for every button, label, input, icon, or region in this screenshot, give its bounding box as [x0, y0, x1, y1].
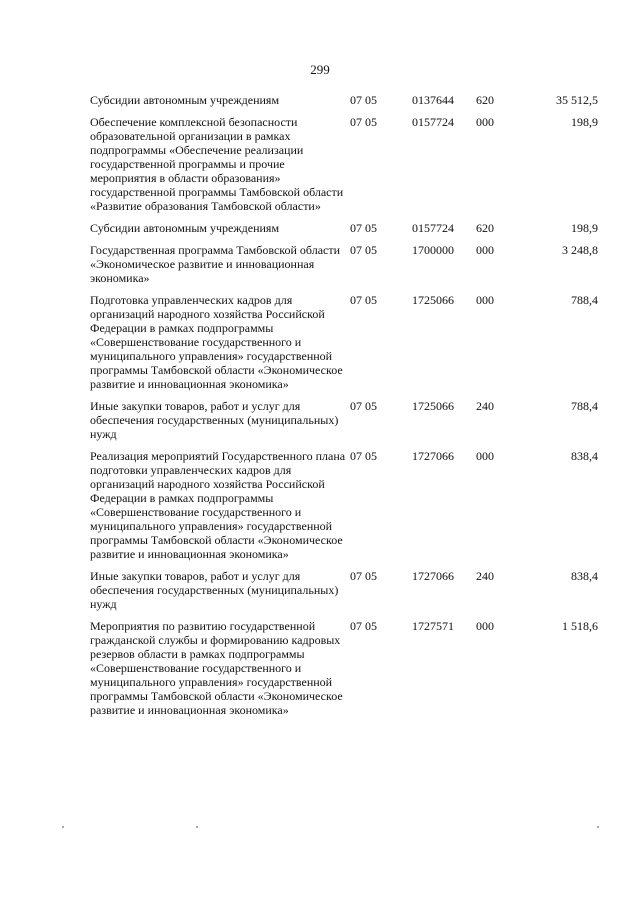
table-row: [90, 569, 598, 619]
row-section-code: 07 05: [350, 569, 377, 583]
row-amount: 35 512,5: [556, 93, 598, 107]
scan-speck: [597, 826, 599, 828]
table-row: [90, 243, 598, 293]
row-expense-type-code: 240: [476, 399, 494, 413]
table-row: [90, 619, 598, 725]
row-name: Государственная программа Тамбовской области «Экономическое развитие и инновационная экономика»: [90, 243, 341, 285]
row-target-item-code: 1725066: [412, 399, 454, 413]
row-name: Субсидии автономным учреждениям: [90, 93, 280, 107]
page-number: 299: [310, 62, 330, 77]
row-amount: 198,9: [571, 221, 598, 235]
row-expense-type-code: 620: [476, 221, 494, 235]
table-row: [90, 399, 598, 449]
row-section-code: 07 05: [350, 93, 377, 107]
scan-speck: [196, 826, 198, 828]
row-target-item-code: 0137644: [412, 93, 454, 107]
row-expense-type-code: 000: [476, 449, 494, 463]
row-target-item-code: 0157724: [412, 221, 454, 235]
row-section-code: 07 05: [350, 293, 377, 307]
row-name: Иные закупки товаров, работ и услуг для обеспечения государственных (муниципальных) нужд: [90, 399, 339, 441]
row-section-code: 07 05: [350, 619, 377, 633]
row-expense-type-code: 000: [476, 293, 494, 307]
row-target-item-code: 1700000: [412, 243, 454, 257]
row-target-item-code: 0157724: [412, 115, 454, 129]
row-expense-type-code: 000: [476, 619, 494, 633]
row-amount: 198,9: [571, 115, 598, 129]
budget-table: [90, 93, 598, 725]
row-target-item-code: 1727066: [412, 569, 454, 583]
row-amount: 838,4: [571, 569, 598, 583]
row-target-item-code: 1725066: [412, 293, 454, 307]
row-expense-type-code: 620: [476, 93, 494, 107]
table-row: [90, 449, 598, 569]
scan-speck: [62, 826, 64, 828]
row-target-item-code: 1727571: [412, 619, 454, 633]
row-expense-type-code: 000: [476, 115, 494, 129]
row-name: Иные закупки товаров, работ и услуг для обеспечения государственных (муниципальных) нужд: [90, 569, 339, 611]
row-name: Мероприятия по развитию государственной гражданской службы и формированию кадровых резервов области в рамках подпрограммы «Совершенствование государственного и муниципального управления» государственной программы Тамбовской области «Экономическое развитие и инновационная экономика»: [90, 619, 343, 717]
table-row: [90, 115, 598, 221]
row-name: Субсидии автономным учреждениям: [90, 221, 280, 235]
row-section-code: 07 05: [350, 221, 377, 235]
row-section-code: 07 05: [350, 243, 377, 257]
row-amount: 3 248,8: [562, 243, 598, 257]
row-expense-type-code: 000: [476, 243, 494, 257]
table-row: [90, 93, 598, 115]
row-expense-type-code: 240: [476, 569, 494, 583]
row-amount: 788,4: [571, 399, 598, 413]
row-name: Подготовка управленческих кадров для организаций народного хозяйства Российской Федерации в рамках подпрограммы «Совершенствование государственного и муниципального управления» государственной программы Тамбовской области «Экономическое развитие и инновационная экономика»: [90, 293, 343, 391]
row-name: Реализация мероприятий Государственного плана подготовки управленческих кадров для организаций народного хозяйства Российской Федерации в рамках подпрограммы «Совершенствование государственного и муниципального управления» государственной программы Тамбовской области «Экономическое развитие и инновационная экономика»: [90, 449, 346, 561]
row-section-code: 07 05: [350, 449, 377, 463]
table-row: [90, 293, 598, 399]
row-section-code: 07 05: [350, 115, 377, 129]
row-amount: 788,4: [571, 293, 598, 307]
row-target-item-code: 1727066: [412, 449, 454, 463]
row-name: Обеспечение комплексной безопасности образовательной организации в рамках подпрограммы «Обеспечение реализации государственной программы и прочие мероприятия в области образования» государственной программы Тамбовской области «Развитие образования Тамбовской области»: [90, 115, 344, 213]
row-amount: 1 518,6: [562, 619, 598, 633]
row-amount: 838,4: [571, 449, 598, 463]
row-section-code: 07 05: [350, 399, 377, 413]
table-row: [90, 221, 598, 243]
